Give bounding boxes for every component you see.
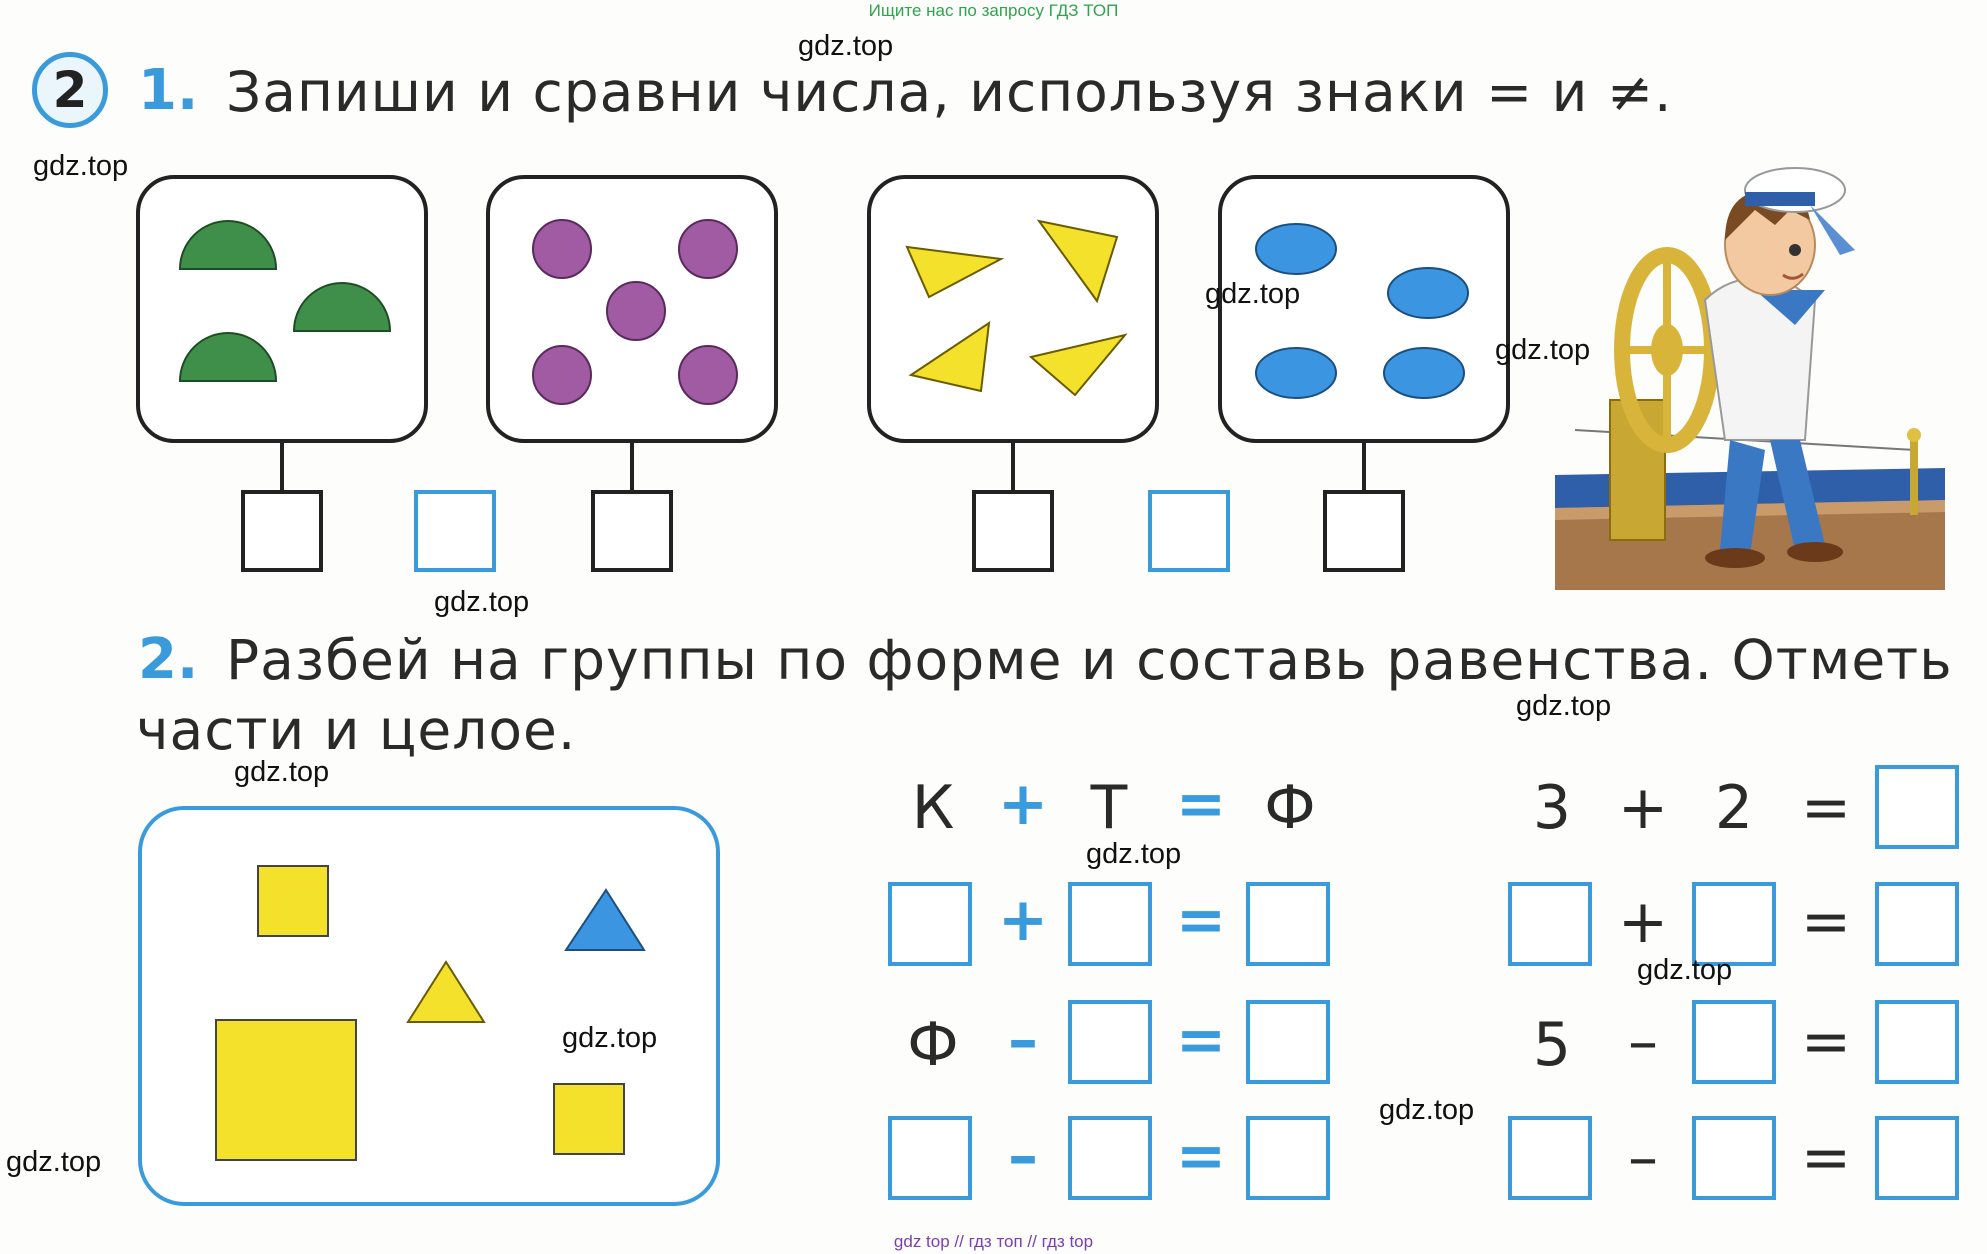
eq1r-box-result[interactable] — [1875, 765, 1959, 849]
eq3r-equals: = — [1800, 1007, 1852, 1077]
answer-box-2[interactable] — [591, 490, 673, 572]
sailor-illustration — [1555, 150, 1945, 590]
watermark: gdz.top — [1637, 954, 1733, 986]
answer-box-3[interactable] — [972, 490, 1054, 572]
card-circles — [486, 175, 778, 443]
answer-box-4[interactable] — [1323, 490, 1405, 572]
eq4-op: – — [1008, 1121, 1038, 1191]
task2-line2: части и целое. — [136, 698, 577, 762]
eq1-op: + — [997, 769, 1049, 839]
task2-number: 2. — [138, 627, 199, 692]
compare-box-2[interactable] — [1148, 490, 1230, 572]
eq3-symbol-a: Ф — [907, 1010, 959, 1080]
eq3-box-c[interactable] — [1246, 1000, 1330, 1084]
shapes-graphic — [142, 810, 716, 1202]
stem-3 — [1011, 443, 1015, 493]
stem-4 — [1362, 443, 1366, 493]
watermark: gdz.top — [6, 1146, 102, 1178]
watermark: gdz.top — [1379, 1094, 1475, 1126]
eq4-box-a[interactable] — [888, 1116, 972, 1200]
eq3r-box-c[interactable] — [1875, 1000, 1959, 1084]
eq4r-op: – — [1628, 1123, 1658, 1193]
watermark: gdz.top — [234, 756, 330, 788]
eq3-equals: = — [1175, 1005, 1227, 1075]
watermark: gdz.top — [562, 1022, 658, 1054]
eq4r-box-a[interactable] — [1508, 1116, 1592, 1200]
header-note: Ищите нас по запросу ГДЗ ТОП — [868, 1, 1119, 20]
eq2r-op: + — [1617, 887, 1669, 957]
task2-line1: Разбей на группы по форме и составь равенства. Отметь — [226, 628, 1953, 692]
eq4-equals: = — [1175, 1121, 1227, 1191]
answer-box-1[interactable] — [241, 490, 323, 572]
circles-graphic — [490, 179, 774, 439]
footer-note: gdz top // гдз топ // гдз top — [893, 1232, 1094, 1251]
eq2-box-b[interactable] — [1068, 882, 1152, 966]
eq3r-num-a: 5 — [1532, 1010, 1572, 1080]
stem-2 — [630, 443, 634, 493]
eq2r-box-a[interactable] — [1508, 882, 1592, 966]
task1-number: 1. — [138, 58, 199, 123]
eq2-box-a[interactable] — [888, 882, 972, 966]
eq4-box-c[interactable] — [1246, 1116, 1330, 1200]
eq1r-op: + — [1617, 773, 1669, 843]
eq1-symbol-b: Т — [1090, 773, 1128, 843]
page-badge: 2 — [32, 52, 108, 128]
triangles-graphic — [871, 179, 1155, 439]
semicircles-graphic — [140, 179, 424, 439]
eq1r-num-b: 2 — [1714, 773, 1754, 843]
card-semicircles — [136, 175, 428, 443]
watermark: gdz.top — [33, 150, 129, 182]
watermark: gdz.top — [1205, 278, 1301, 310]
eq2-box-c[interactable] — [1246, 882, 1330, 966]
watermark: gdz.top — [1086, 838, 1182, 870]
eq1r-num-a: 3 — [1532, 773, 1572, 843]
task1-text: Запиши и сравни числа, используя знаки = и ≠. — [226, 60, 1673, 124]
stem-1 — [280, 443, 284, 493]
shapes-frame — [138, 806, 720, 1206]
eq3-op: – — [1008, 1005, 1038, 1075]
eq3r-op: – — [1628, 1007, 1658, 1077]
eq2r-equals: = — [1800, 887, 1852, 957]
eq4-box-b[interactable] — [1068, 1116, 1152, 1200]
eq2-op: + — [997, 885, 1049, 955]
watermark: gdz.top — [1516, 690, 1612, 722]
eq1r-equals: = — [1800, 773, 1852, 843]
eq4r-box-c[interactable] — [1875, 1116, 1959, 1200]
eq1-equals: = — [1175, 769, 1227, 839]
watermark: gdz.top — [1495, 334, 1591, 366]
eq2-equals: = — [1175, 885, 1227, 955]
eq1-symbol-c: Ф — [1264, 773, 1316, 843]
eq2r-box-c[interactable] — [1875, 882, 1959, 966]
eq4r-box-b[interactable] — [1692, 1116, 1776, 1200]
card-triangles — [867, 175, 1159, 443]
compare-box-1[interactable] — [414, 490, 496, 572]
eq3-box-b[interactable] — [1068, 1000, 1152, 1084]
watermark: gdz.top — [434, 586, 530, 618]
eq3r-box-b[interactable] — [1692, 1000, 1776, 1084]
eq4r-equals: = — [1800, 1123, 1852, 1193]
eq1-symbol-a: К — [911, 773, 955, 843]
watermark: gdz.top — [798, 30, 894, 62]
